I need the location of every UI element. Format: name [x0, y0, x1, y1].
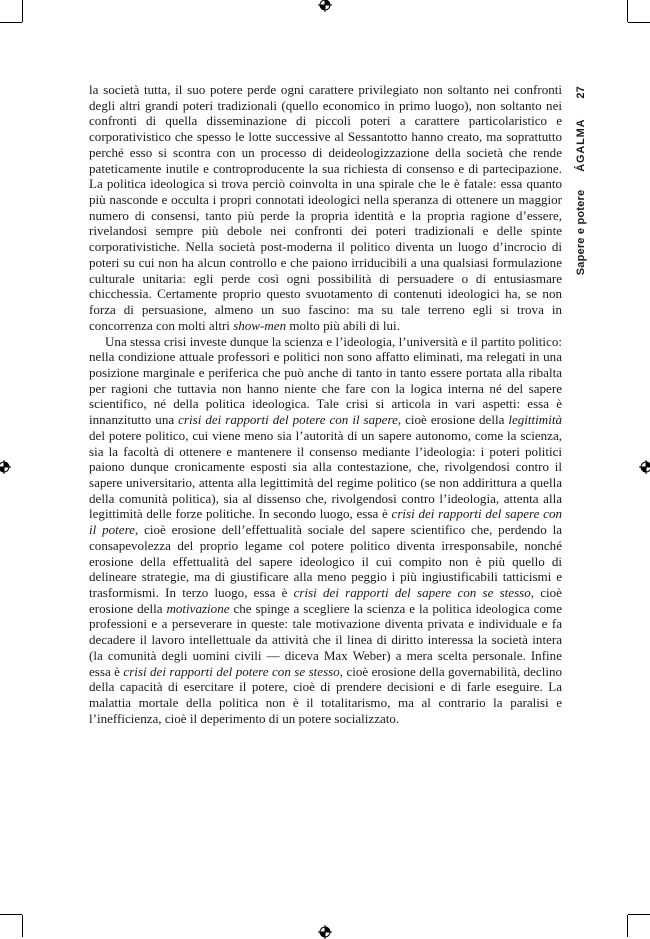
crop-mark-top-right: [627, 0, 628, 22]
registration-mark-left-icon: [0, 460, 11, 474]
running-head: [568, 84, 594, 314]
italic-text: show-men: [233, 317, 287, 333]
running-head-journal: ÁGALMA: [575, 118, 587, 172]
text-segment: , cioè erosione della governabilità, declino della capacità di esercitare il potere, cioè di prendere decisioni e di farle eseguire. La malattia mortale della politica non è il totalitarismo, ma al contrario la paralisi e l’inefficienza, cioè il deperimento di un potere socializzato.: [89, 663, 562, 726]
italic-text: legittimità: [508, 412, 562, 428]
registration-mark-top-icon: [318, 0, 332, 12]
text-segment: la società tutta, il suo potere perde ogni carattere privilegiato non soltanto nei confronti degli altri grandi poteri tradizionali (quello economico in primo luogo), non soltanto nei confronti di quella disseminazione di piccoli poteri a carattere particolaristico e corporativistico che spesso le lotte successive al Sessantotto hanno creato, ma soprattutto perché esso si scontra con un processo di deideologizzazione della società che rende pateticamente inutile e controproducente la sua richiesta di consenso e di partecipazione. La politica ideologica si trova perciò coinvolta in una spirale che le è fatale: essa quanto più nasconde e occulta i propri connotati ideologici nella speranza di ottenere un maggior numero di consensi, tanto più perde la propria identità e la propria ragione d’essere, rivelandosi sempre più debole nei confronti dei poteri tradizionali e delle spinte corporativistiche. Nella società post-moderna il politico diventa un luogo d’incrocio di poteri su cui non ha alcun controllo e che paiono irriducibili a una qualsiasi formulazione culturale unitaria: egli perde così ogni possibilità di persuadere o di entusiasmare chicchessia. Certamente proprio questo svuotamento di contenuti ideologici ha, se non forza di persuasione, almeno un suo fascino: ma su tale terreno egli si trova in concorrenza con molti altri: [89, 82, 562, 333]
page-number: 27: [575, 86, 587, 99]
crop-mark-bottom-right-h: [628, 914, 650, 915]
crop-mark-bottom-left: [22, 915, 23, 937]
crop-mark-bottom-right: [627, 915, 628, 937]
text-segment: Una stessa crisi investe dunque la scienza e l’ideologia, l’università e il partito politico: nella condizione attuale professori e politici non sono affatto eliminati, ma relegati in una posizione marginale e periferica che può anche di tanto in tanto essere portata alla ribalta per ragioni che tuttavia non hanno niente che fare con la logica interna né del sapere scientifico, né della politica ideologica. Tale crisi si articola in vari aspetti: essa è innanzitutto una: [89, 333, 562, 428]
text-segment: molto più abili di lui.: [286, 317, 400, 333]
italic-text: crisi dei rapporti del potere con se stesso: [123, 663, 340, 679]
text-segment: , cioè erosione della: [89, 585, 562, 616]
paragraph: [89, 334, 562, 727]
italic-text: motivazione: [166, 600, 230, 616]
crop-mark-bottom-left-h: [0, 914, 22, 915]
text-segment: che spinge a scegliere la scienza e la politica ideologica come professioni e a perseverare in queste: tale motivazione diventa privata e individuale e fa decadere il lavoro intellettuale da attività che il linea di diritto interessa la società intera (la comunità degli uomini civili — diceva Max Weber) a mera scelta personale. Infine essa è: [89, 600, 562, 679]
registration-mark-right-icon: [639, 460, 650, 474]
text-segment: , cioè erosione della: [397, 412, 509, 428]
paragraph: [89, 82, 562, 334]
crop-mark-top-left: [22, 0, 23, 22]
crop-mark-top-left-h: [0, 22, 22, 23]
crop-mark-top-right-h: [628, 22, 650, 23]
body-text: [89, 82, 562, 726]
running-head-section: Sapere e potere: [575, 189, 587, 276]
italic-text: crisi dei rapporti del potere con il sapere: [178, 412, 398, 428]
italic-text: crisi dei rapporti del sapere con il potere: [89, 506, 562, 538]
text-segment: del potere politico, cui viene meno sia l’autorità di un sapere autonomo, come la scienza, sia la facoltà di ottenere e mantenere il consenso mediante l’ideologia: i poteri politici paiono dunque cronicamente esposti sia alla contestazione, che, rivolgendosi contro il sapere universitario, attenta alla legittimità del regime politico (se non addirittura a quella della comunità politica), sia al dissenso che, rivolgendosi contro l’ideologia, attenta alla legittimità delle forze politiche. In secondo luogo, essa è: [89, 427, 562, 522]
text-segment: , cioè erosione dell’effettualità sociale del sapere scientifico che, perdendo la consapevolezza del proprio legame col potere politico diventa irresponsabile, nonché erosione della effettualità del sapere ideologico il cui compito non è più quello di delineare strategie, ma di giustificare alla meno peggio i più ingiustificabili tatticismi e trasformismi. In terzo luogo, essa è: [89, 522, 562, 600]
italic-text: crisi dei rapporti del sapere con se stesso: [293, 585, 531, 600]
